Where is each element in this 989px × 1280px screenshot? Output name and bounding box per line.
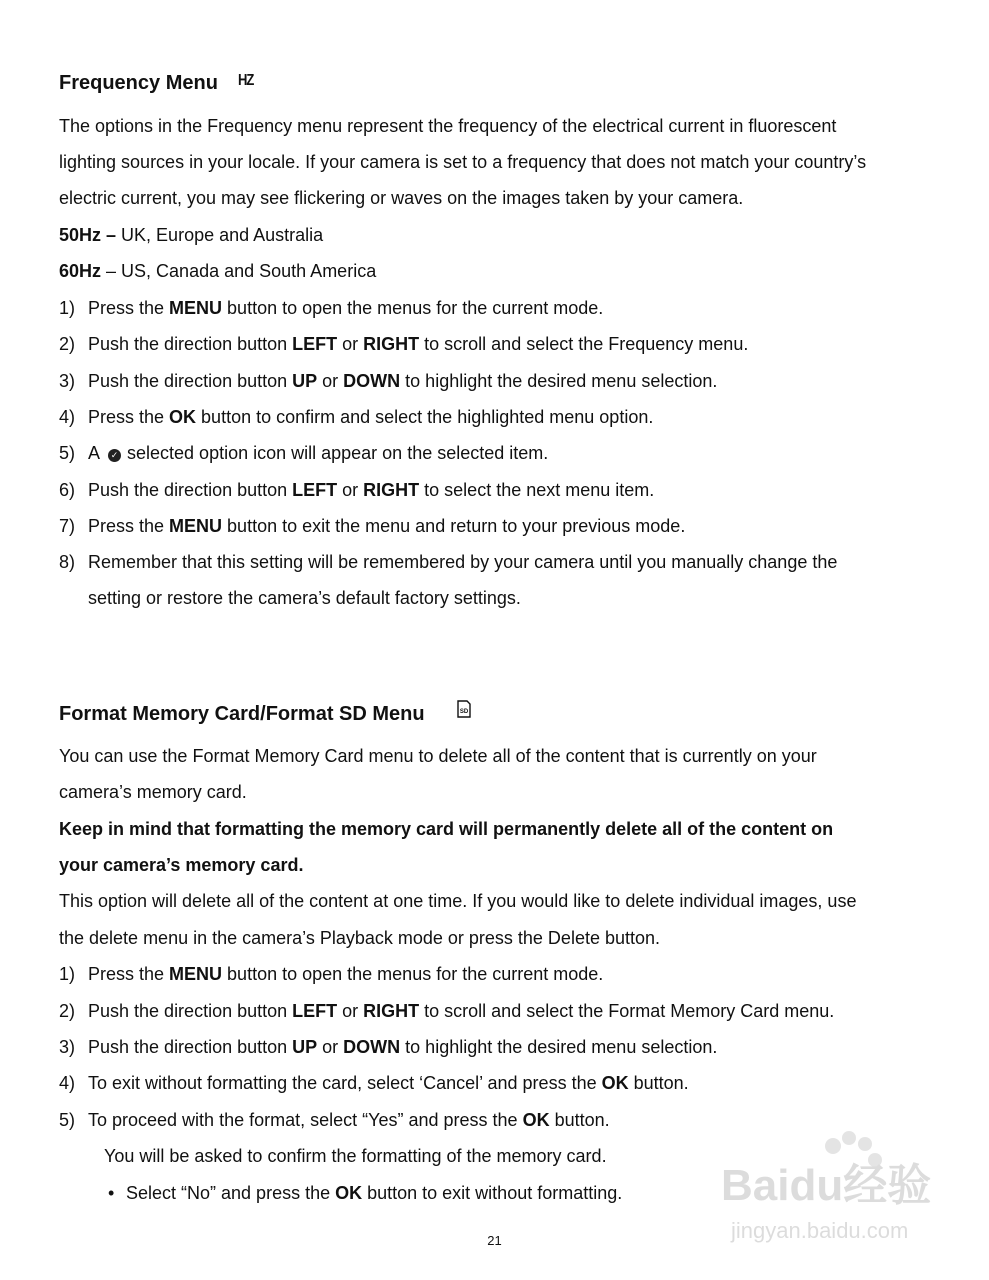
hz-icon: HZ [238, 70, 254, 89]
bullet-icon: • [108, 1183, 115, 1203]
format-note-line-2: the delete menu in the camera’s Playback mode or press the Delete button. [59, 928, 661, 948]
format-heading: Format Memory Card/Format SD Menu [59, 703, 425, 725]
format-warning-line-1: Keep in mind that formatting the memory card will permanently delete all of the content on [59, 819, 834, 839]
svg-text:jingyan.baidu.com: jingyan.baidu.com [731, 1218, 909, 1243]
frequency-step-4: Press the OK button to confirm and select the highlighted menu option. [88, 407, 654, 427]
step-number: 1) [59, 964, 76, 984]
format-bullet-item: Select “No” and press the OK button to exit without formatting. [126, 1183, 623, 1203]
frequency-step-6: Push the direction button LEFT or RIGHT to select the next menu item. [88, 480, 655, 500]
frequency-intro-line-3: electric current, you may see flickering or waves on the images taken by your camera. [59, 188, 744, 208]
step-number: 5) [59, 1110, 76, 1130]
frequency-heading: Frequency Menu [59, 72, 218, 94]
format-note-line-1: This option will delete all of the content at one time. If you would like to delete individual images, use [59, 891, 857, 911]
step-number: 4) [59, 407, 76, 427]
step-number: 2) [59, 334, 76, 354]
step-number: 8) [59, 552, 76, 572]
watermark-logo [721, 1130, 931, 1250]
step-number: 6) [59, 480, 76, 500]
step-number: 1) [59, 298, 76, 318]
frequency-intro-line-1: The options in the Frequency menu represent the frequency of the electrical current in fluorescent [59, 116, 837, 136]
format-step-2: Push the direction button LEFT or RIGHT to scroll and select the Format Memory Card menu. [88, 1001, 835, 1021]
step-number: 4) [59, 1073, 76, 1093]
format-confirm-note: You will be asked to confirm the formatting of the memory card. [104, 1146, 607, 1166]
frequency-step-7: Press the MENU button to exit the menu and return to your previous mode. [88, 516, 686, 536]
step-number: 2) [59, 1001, 76, 1021]
frequency-step-5: A ✓ selected option icon will appear on the selected item. [88, 443, 549, 463]
step-number: 5) [59, 443, 76, 463]
svg-text:SD: SD [459, 709, 469, 715]
format-intro-line-2: camera’s memory card. [59, 782, 247, 802]
frequency-step-1: Press the MENU button to open the menus for the current mode. [88, 298, 604, 318]
option-50hz: 50Hz – UK, Europe and Australia [59, 225, 324, 245]
step-number: 7) [59, 516, 76, 536]
frequency-step-8: Remember that this setting will be remembered by your camera until you manually change the [88, 552, 838, 572]
format-step-5: To proceed with the format, select “Yes” and press the OK button. [88, 1110, 610, 1130]
frequency-intro-line-2: lighting sources in your locale. If your camera is set to a frequency that does not match your country’s [59, 152, 867, 172]
format-step-4: To exit without formatting the card, select ‘Cancel’ and press the OK button. [88, 1073, 689, 1093]
format-warning-line-2: your camera’s memory card. [59, 855, 304, 875]
frequency-step-8-cont: setting or restore the camera’s default factory settings. [88, 588, 521, 608]
svg-text:Baidu经验: Baidu经验 [721, 1161, 931, 1210]
step-number: 3) [59, 1037, 76, 1057]
option-60hz: 60Hz – US, Canada and South America [59, 261, 377, 281]
step-number: 3) [59, 371, 76, 391]
frequency-step-3: Push the direction button UP or DOWN to highlight the desired menu selection. [88, 371, 718, 391]
page-number: 21 [487, 1233, 502, 1248]
format-step-1: Press the MENU button to open the menus for the current mode. [88, 964, 604, 984]
check-icon: ✓ [108, 449, 121, 462]
format-step-3: Push the direction button UP or DOWN to highlight the desired menu selection. [88, 1037, 718, 1057]
sd-card-icon [457, 700, 471, 718]
format-intro-line-1: You can use the Format Memory Card menu to delete all of the content that is currently on your [59, 746, 817, 766]
frequency-step-2: Push the direction button LEFT or RIGHT to scroll and select the Frequency menu. [88, 334, 749, 354]
